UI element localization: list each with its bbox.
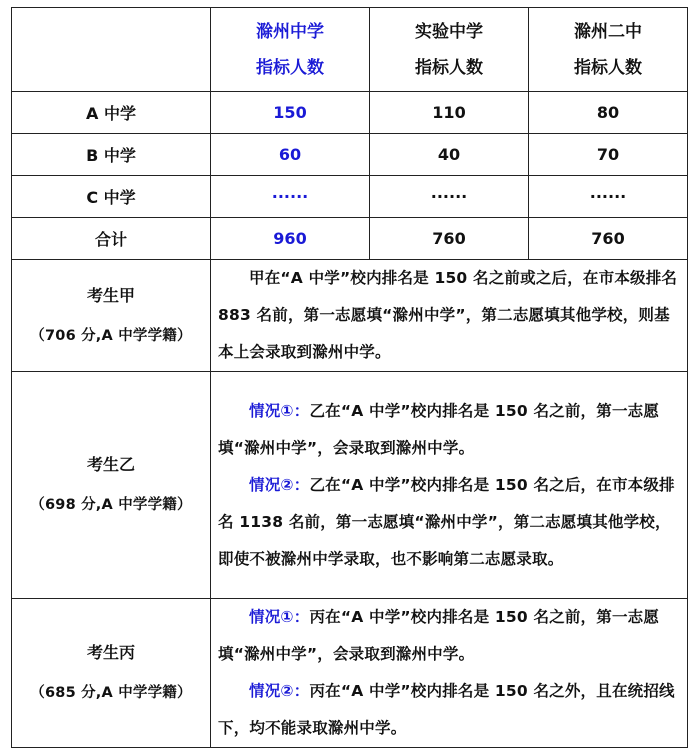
quota-value: 960 (211, 218, 370, 260)
header-school-chuzhou: 滁州中学 指标人数 (211, 8, 370, 92)
quota-value: 70 (529, 134, 688, 176)
case-tag: 情况①： (249, 608, 310, 626)
student-info: （698 分,A 中学学籍） (30, 497, 192, 513)
case-tag: 情况①： (249, 401, 310, 420)
row-label: B 中学 (12, 134, 211, 176)
quota-value: 60 (211, 134, 370, 176)
table-row-total (12, 218, 688, 260)
student-jia-row (12, 260, 688, 372)
table-header-row (12, 8, 688, 92)
student-description: 甲在“A 中学”校内排名是 150 名之前或之后，在市本级排名 883 名前，第一志愿填“滁州中学”，第二志愿填其他学校，则基本上会录取到滁州中学。 (211, 260, 688, 372)
case-tag: 情况②： (249, 475, 310, 494)
header-school-chuzhou-no2: 滁州二中 指标人数 (529, 8, 688, 92)
student-yi-row (12, 372, 688, 599)
table-row (12, 92, 688, 134)
table-row (12, 134, 688, 176)
quota-value: 80 (529, 92, 688, 134)
student-label (12, 372, 211, 599)
row-label: C 中学 (12, 176, 211, 218)
quota-value: 760 (529, 218, 688, 260)
case-1: 情况①：乙在“A 中学”校内排名是 150 名之前，第一志愿填“滁州中学”，会录取到滁州中学。 (218, 401, 660, 457)
row-label: 合计 (12, 218, 211, 260)
header-empty-cell (12, 8, 211, 92)
student-name: 考生乙 (86, 455, 135, 474)
quota-table (11, 7, 688, 748)
quota-value: 760 (370, 218, 529, 260)
case-2: 情况②：丙在“A 中学”校内排名是 150 名之外，且在统招线下，均不能录取滁州中学。 (218, 682, 675, 737)
student-info: （685 分,A 中学学籍） (30, 685, 192, 701)
case-tag: 情况②： (249, 682, 310, 700)
student-name: 考生甲 (86, 285, 135, 305)
case-2: 情况②：乙在“A 中学”校内排名是 150 名之后，在市本级排名 1138 名前，第一志愿填“滁州中学”，第二志愿填其他学校，即使不被滁州中学录取，也不影响第二志愿录取。 (218, 475, 675, 568)
student-bing-row (12, 599, 688, 748)
quota-value: ······ (370, 176, 529, 218)
header-school-shiyan: 实验中学 指标人数 (370, 8, 529, 92)
case-1: 情况①：丙在“A 中学”校内排名是 150 名之前，第一志愿填“滁州中学”，会录取到滁州中学。 (218, 608, 660, 663)
student-description (211, 372, 688, 599)
quota-value: 40 (370, 134, 529, 176)
student-info: （706 分,A 中学学籍） (30, 327, 192, 344)
quota-value: ······ (211, 176, 370, 218)
student-name: 考生丙 (86, 643, 135, 662)
student-label (12, 599, 211, 748)
row-label: A 中学 (12, 92, 211, 134)
quota-value: 150 (211, 92, 370, 134)
table-row (12, 176, 688, 218)
student-label (12, 260, 211, 372)
quota-value: 110 (370, 92, 529, 134)
student-description (211, 599, 688, 748)
quota-value: ······ (529, 176, 688, 218)
